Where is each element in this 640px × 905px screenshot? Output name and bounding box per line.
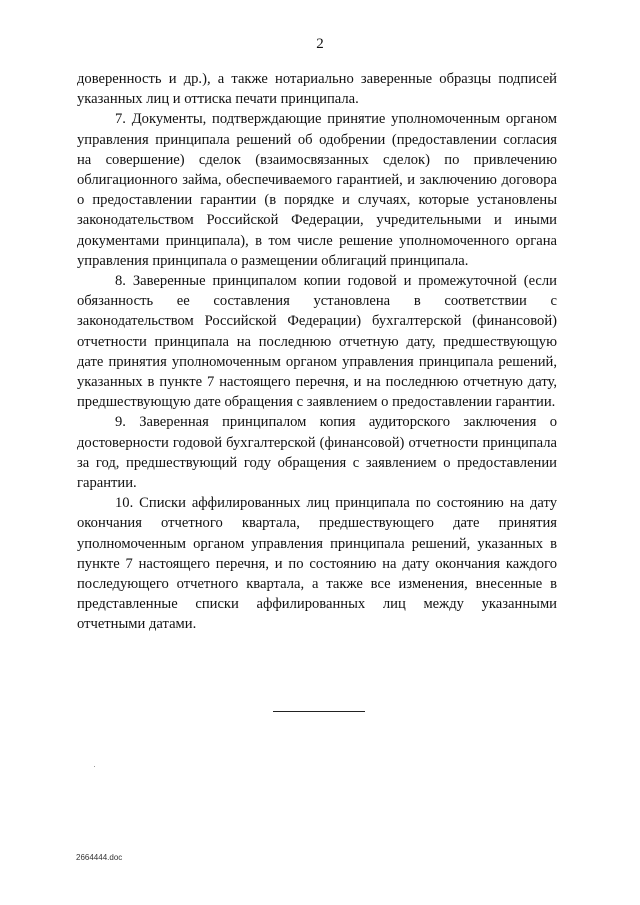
paragraph-item-8: 8. Заверенные принципалом копии годовой и промежуточной (если обязанность ее составления установлена в соответствии с законодательством Российской Федерации) бухгалтерской (финансовой) отчетности принципала на последнюю отчетную дату, предшествующую дате принятия уполномоченным органом управления принципала решений, указанных в пункте 7 настоящего перечня, и на последнюю отчетную дату, предшествующую дате обращения с заявлением о предоставлении гарантии.: [77, 273, 557, 411]
scan-speck: [94, 766, 95, 767]
document-body: [77, 69, 557, 635]
document-file-id: 2664444.doc: [76, 853, 123, 862]
page-number: 2: [316, 36, 324, 52]
end-separator-line: [273, 711, 365, 712]
paragraph-continuation: доверенность и др.), а также нотариально заверенные образцы подписей указанных лиц и оттиска печати принципала.: [77, 71, 557, 108]
paragraph-item-10: 10. Списки аффилированных лиц принципала по состоянию на дату окончания отчетного квартала, предшествующего дате принятия уполномоченным органом управления принципала решений, указанных в пункте 7 настоящего перечня, и по состоянию на дату окончания каждого последующего отчетного квартала, а также все изменения, внесенные в представленные списки аффилированных лиц между указанными отчетными датами.: [77, 495, 557, 633]
paragraph-item-7: 7. Документы, подтверждающие принятие уполномоченным органом управления принципала решений об одобрении (предоставлении согласия на совершение) сделок (взаимосвязанных сделок) по привлечению облигационного займа, обеспечиваемого гарантией, и заключению договора о предоставлении гарантии (в порядке и случаях, которые установлены законодательством Российской Федерации, учредительными и иными документами принципала), в том числе решение уполномоченного органа управления принципала о размещении облигаций принципала.: [77, 111, 557, 269]
paragraph-item-9: 9. Заверенная принципалом копия аудиторского заключения о достоверности годовой бухгалтерской (финансовой) отчетности принципала за год, предшествующий году обращения с заявлением о предоставлении гарантии.: [77, 414, 557, 492]
